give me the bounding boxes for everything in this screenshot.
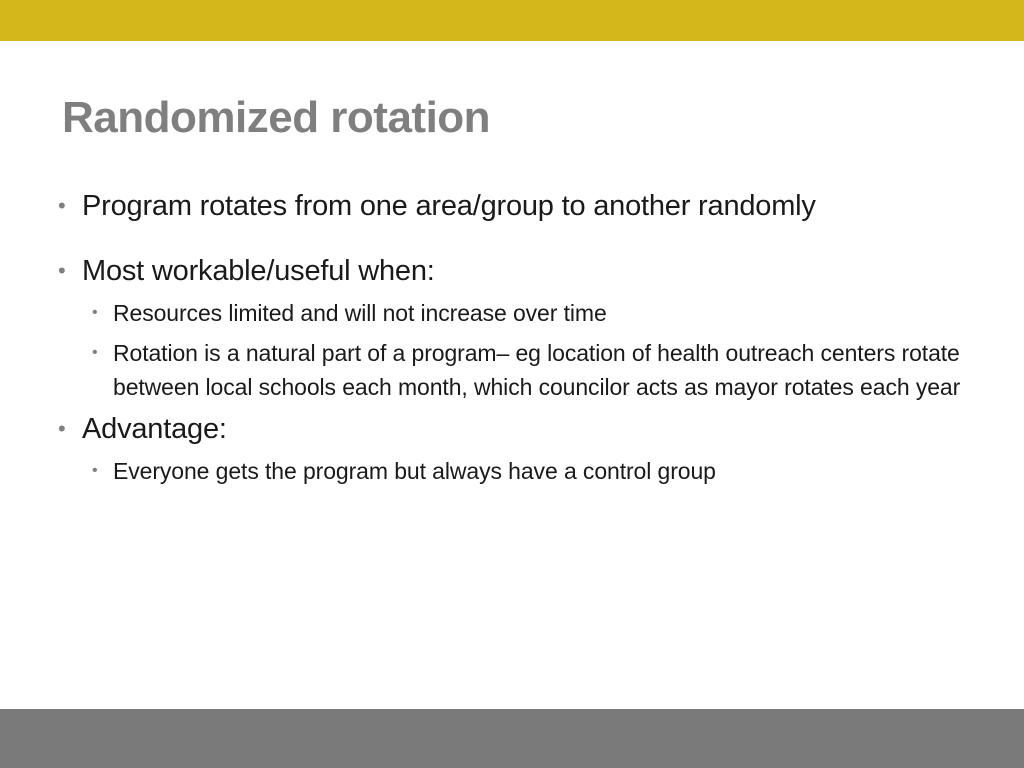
sub-bullet-item <box>58 296 978 330</box>
bullet-item <box>58 253 978 289</box>
bullet-text: Advantage: <box>82 413 227 445</box>
bullet-item <box>58 411 978 447</box>
sub-bullet-text: Everyone gets the program but always have a control group <box>113 458 716 484</box>
sub-bullet-text: Rotation is a natural part of a program– eg location of health outreach centers rotate between local schools each month, which councilor acts as mayor rotates each year <box>113 340 961 400</box>
top-accent-band <box>0 0 1024 41</box>
sub-bullet-item <box>58 454 978 488</box>
slide-title: Randomized rotation <box>62 93 491 142</box>
bullet-item <box>58 188 978 224</box>
sub-bullet-icon: • <box>92 462 98 479</box>
bullet-icon: • <box>58 193 66 218</box>
sub-bullet-icon: • <box>92 304 98 321</box>
bullet-text: Program rotates from one area/group to another randomly <box>82 190 816 222</box>
bullet-text: Most workable/useful when: <box>82 255 435 287</box>
bullet-list <box>58 188 978 488</box>
sub-bullet-text: Resources limited and will not increase over time <box>113 300 607 326</box>
sub-bullet-icon: • <box>92 344 98 361</box>
sub-bullet-item <box>58 336 978 404</box>
bullet-icon: • <box>58 258 66 283</box>
bottom-footer-band <box>0 709 1024 768</box>
bullet-icon: • <box>58 416 66 441</box>
